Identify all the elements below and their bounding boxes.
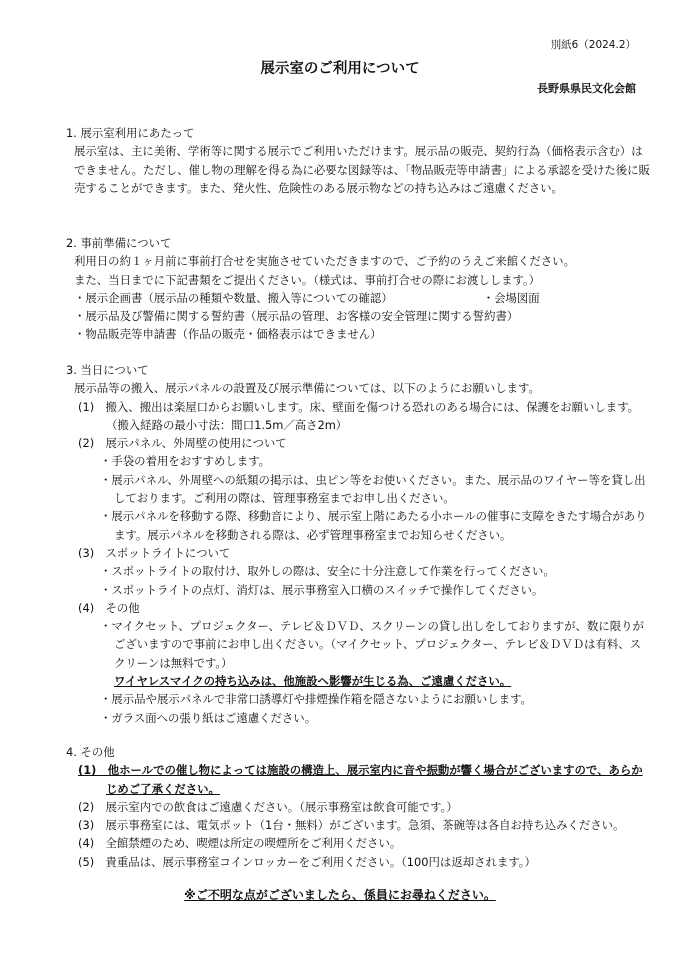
section-other [60, 743, 650, 871]
organization-name: 長野県県民文化会館 [537, 82, 636, 95]
numbered-item: (3) 展示事務室には、電気ポット（1台・無料）がございます。急須、茶碗等は各自お持ち込みください。 [78, 818, 625, 833]
section-heading: 3. 当日について [66, 363, 149, 377]
section-line: 利用日の約１ヶ月前に事前打合せを実施させていただきますので、ご予約のうえご来館ください。 [74, 254, 575, 269]
document-list-item: ・物品販売等申請書（作品の販売・価格表示はできません） [74, 327, 382, 342]
section-preparation [60, 234, 650, 344]
section-heading: 2. 事前準備について [66, 236, 172, 250]
bullet-item: ・スポットライトの取付け、取外しの際は、安全に十分注意して作業を行ってください。 [100, 564, 555, 579]
document-ref: 別紙6（2024.2） [550, 39, 636, 51]
closing-note [0, 886, 680, 904]
list-item-text: ・展示企画書（展示品の種類や数量、搬入等についての確認） [74, 290, 393, 305]
numbered-item: (5) 貴重品は、展示事務室コインロッカーをご利用ください。（100円は返却されます。） [78, 854, 536, 869]
closing-text: ※ご不明な点がございましたら、係員にお尋ねください。 [184, 888, 496, 902]
page-title: 展示室のご利用について [260, 61, 420, 77]
numbered-item: (1) 他ホールでの催し物によっては施設の構造上、展示室内に音や振動が響く場合がございますので、あらかじめご了承ください。 [78, 763, 643, 796]
numbered-item: (4) その他 [78, 600, 140, 615]
bullet-item: ・展示パネル、外周壁への紙類の掲示は、虫ピン等をお使いください。また、展示品のワイヤー等を貸し出しております。ご利用の際は、管理事務室までお申し出ください。 [100, 472, 646, 506]
document-list-item [60, 289, 650, 307]
section-body: 展示室は、主に美術、学術等に関する展示でご利用いただけます。展示品の販売、契約行為（価格表示含む）はできません。ただし、催し物の理解を得る為に必要な図録等は、「物品販売等申請書」による承認を受けた後に販売することができます。また、発火性、危険性のある展示物などの持ち込みはご遠慮ください。 [74, 144, 650, 195]
section-heading: 1. 展示室利用にあたって [66, 126, 195, 140]
section-intro: 展示品等の搬入、展示パネルの設置及び展示準備については、以下のようにお願いします。 [74, 381, 540, 396]
section-heading: 4. その他 [66, 745, 115, 759]
list-item-text: ・会場図面 [482, 290, 540, 305]
numbered-item: (1) 搬入、搬出は楽屋口からお願いします。床、壁面を傷つける恐れのある場合には、保護をお願いします。（搬入経路の最小寸法：間口1.5m／高さ2m） [78, 399, 640, 432]
warning-text: ワイヤレスマイクの持ち込みは、他施設へ影響が生じる為、ご遠慮ください。 [114, 674, 512, 689]
numbered-item: (2) 展示室内での飲食はご遠慮ください。（展示事務室は飲食可能です。） [78, 799, 458, 814]
bullet-item: ・スポットライトの点灯、消灯は、展示事務室入口横のスイッチで操作してください。 [100, 582, 544, 597]
numbered-item: (2) 展示パネル、外周壁の使用について [78, 436, 287, 451]
bullet-item: ・マイクセット、プロジェクター、テレビ＆ＤＶＤ、スクリーンの貸し出しをしておりますが、数に限りがございますので事前にお申し出ください。（マイクセット、プロジェクター、テレビ＆ＤＶＤは有料、スクリーンは無料です。） [100, 619, 644, 670]
section-event-day [60, 361, 650, 727]
bullet-item: ・展示品や展示パネルで非常口誘導灯や排煙操作箱を隠さないようにお願いします。 [100, 692, 532, 707]
bullet-item: ・展示パネルを移動する際、移動音により、展示室上階にあたる小ホールの催事に支障をきたす場合があります。展示パネルを移動される際は、必ず管理事務室までお知らせください。 [100, 509, 647, 542]
section-line: また、当日までに下記書類をご提出ください。（様式は、事前打合せの際にお渡しします。） [74, 272, 541, 287]
bullet-item: ・ガラス面への張り紙はご遠慮ください。 [100, 710, 317, 725]
numbered-item: (3) スポットライトについて [78, 545, 231, 560]
numbered-item: (4) 全館禁煙のため、喫煙は所定の喫煙所をご利用ください。 [78, 836, 402, 851]
document-list-item: ・展示品及び警備に関する誓約書（展示品の管理、お客様の安全管理に関する誓約書） [74, 309, 519, 324]
section-usage [60, 124, 650, 197]
bullet-item: ・手袋の着用をおすすめします。 [100, 454, 271, 469]
